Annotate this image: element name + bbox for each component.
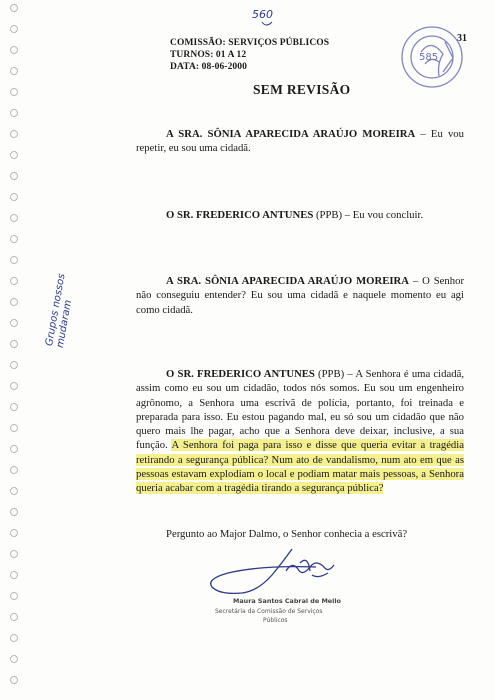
signatory-name: Maura Santos Cabral de Mello	[233, 597, 341, 605]
svg-text:585: 585	[419, 52, 439, 63]
speech-paragraph-1	[136, 127, 464, 156]
page-number: 31	[457, 33, 467, 44]
justice-seal-stamp-icon	[397, 22, 467, 92]
speech-text: (PPB) – A Senhora é uma cidadã, assim como eu sou um cidadão, todos nós somos. Eu sou um engenheiro agrônomo, a Senhora uma escrivã de polícia, portanto, foi treinada e preparada para isso. Eu estou pagando mal, eu só sou um cidadão que não quero mais lhe pagar, acho que a Senhora deve deixar, inclusive, a sua função.	[136, 368, 464, 452]
signatory-title: Secretária da Comissão de Serviços	[215, 608, 323, 615]
document-title: SEM REVISÃO	[253, 82, 351, 97]
handwritten-signature-icon	[200, 545, 370, 605]
speech-paragraph-4	[136, 367, 464, 496]
speaker-name: O SR. FREDERICO ANTUNES	[166, 368, 315, 380]
margin-handwritten-note: Grupos nossos mudaram	[44, 272, 75, 349]
speech-paragraph-3	[136, 274, 464, 317]
speech-text: (PPB) – Eu vou concluir.	[313, 209, 424, 221]
speech-text: – Eu vou repetir, eu sou uma cidadã.	[136, 128, 464, 155]
handwritten-page-number	[248, 4, 284, 34]
speech-paragraph-2	[136, 208, 464, 222]
speaker-name: O SR. FREDERICO ANTUNES	[166, 209, 314, 221]
highlighted-text: A Senhora foi paga para isso e disse que queria evitar a tragédia retirando a segurança pública? Num ato de vandalismo, num ato em que as pessoas estavam explodiam o local e podiam matar mais pessoas, a Senhora queria acabar com a tragédia tirando a segurança pública?	[136, 439, 464, 495]
date-line: DATA: 08-06-2000	[170, 62, 247, 72]
signatory-subtitle: Públicos	[263, 617, 288, 624]
svg-text:560: 560	[252, 8, 273, 21]
speaker-name: A SRA. SÔNIA APARECIDA ARAÚJO MOREIRA	[166, 128, 416, 140]
speech-paragraph-5	[136, 527, 464, 541]
binder-holes	[0, 0, 30, 700]
speech-text: Pergunto ao Major Dalmo, o Senhor conhecia a escrivã?	[166, 528, 408, 540]
speech-text: – O Senhor não conseguiu entender? Eu sou uma cidadã e naquele momento eu agi como cidadã.	[136, 275, 465, 316]
speaker-name: A SRA. SÔNIA APARECIDA ARAÚJO MOREIRA	[166, 275, 409, 287]
committee-line: COMISSÃO: SERVIÇOS PÚBLICOS	[170, 38, 330, 48]
shifts-line: TURNOS: 01 A 12	[170, 50, 247, 60]
